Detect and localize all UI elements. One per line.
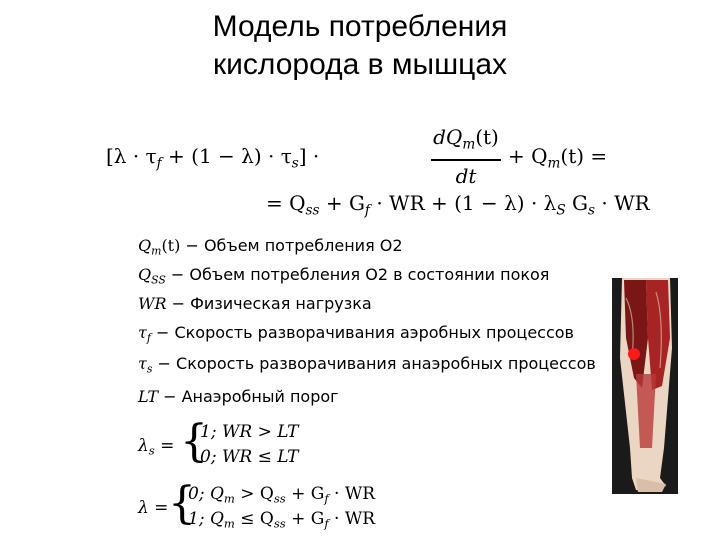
equation-lhs: $[\lambda \cdot \tau_f + (1 - \lambda) \cdot \tau_s]$ · [106,144,320,172]
definition-item: WR − Физическая нагрузка [138,294,372,313]
derivative-fraction [431,124,501,189]
left-brace: { [180,416,208,467]
definition-item: $Q_{SS}$ − Объем потребления O2 в состоянии покоя [138,265,550,287]
case-row: 1; $Q_m \le Q_{ss} + G_f$ · WR [188,509,376,531]
case-row: 0; WR ≤ LT [200,447,299,467]
definition-item: $\tau_f$ − Скорость разворачивания аэробных процессов [138,323,574,345]
fraction-bar [431,159,501,161]
case-row: 0; $Q_m > Q_{ss} + G_f$ · WR [188,484,376,506]
definition-item: $\tau_s$ − Скорость разворачивания анаэробных процессов [138,354,596,376]
title-line-1: Модель потребления [212,10,508,43]
fraction-numerator: $dQ_m(t)$ [433,125,499,153]
left-brace: { [168,478,196,529]
case-row: 1; WR > LT [200,422,299,442]
lambda-s-lhs: $\lambda_s$ = [138,436,175,458]
title-line-2: кислорода в мышцах [212,48,508,81]
lambda-lhs: λ = [138,498,169,518]
equation-rhs: + $Q_m(t)$ = [508,144,608,172]
slide-title [0,8,720,84]
definition-item: LT − Анаэробный порог [138,387,339,406]
leg-muscle-illustration [612,278,678,494]
highlight-spot [628,348,640,360]
definition-item: $Q_m(t)$ − Объем потребления O2 [138,236,403,258]
fraction-denominator: dt [455,163,477,188]
main-equation-line-2: = $Q_{ss} + G_f$ · WR + $(1 - \lambda) \cdot \lambda_S$ $G_s$ · WR [266,191,650,219]
